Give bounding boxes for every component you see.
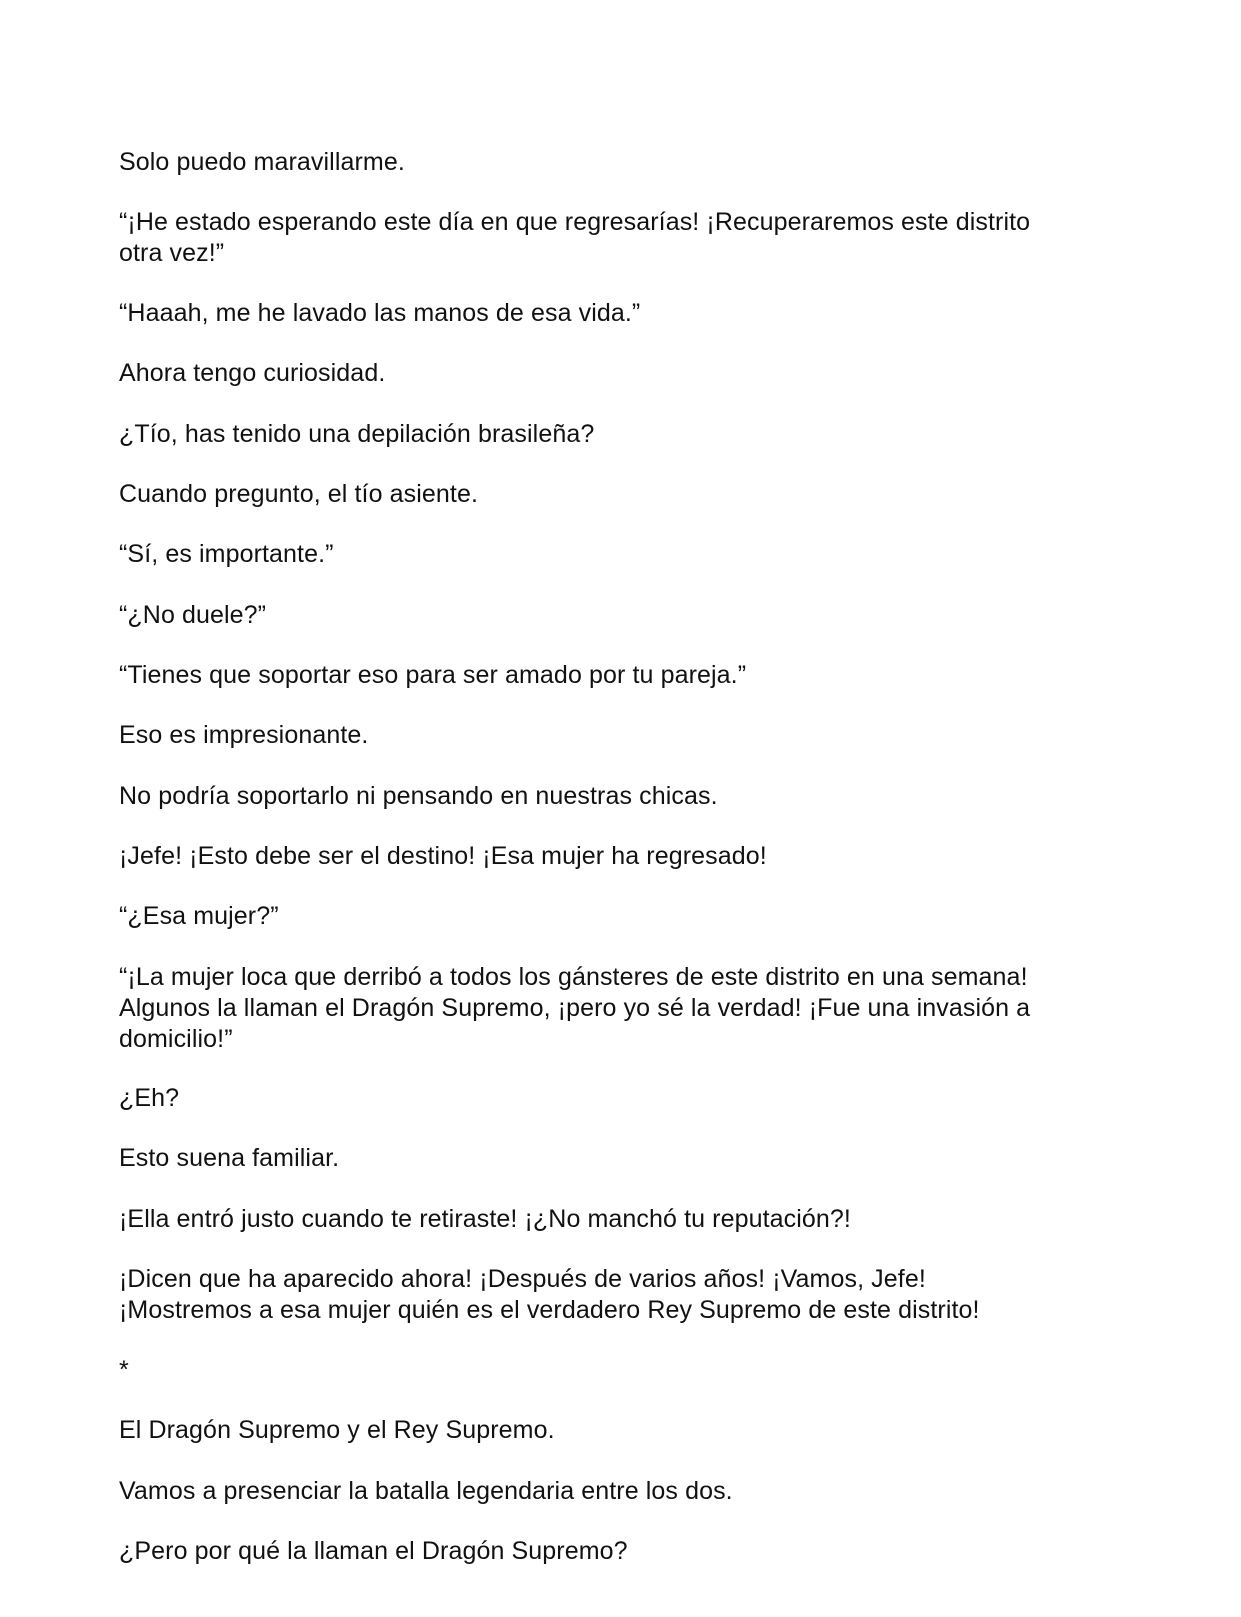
paragraph: ¡Dicen que ha aparecido ahora! ¡Después de varios años! ¡Vamos, Jefe! ¡Mostremos a esa mujer quién es el verdadero Rey Supremo de este distrito!: [119, 1265, 980, 1324]
section-separator: *: [119, 1356, 129, 1384]
paragraph: “Haaah, me he lavado las manos de esa vida.”: [119, 299, 641, 327]
paragraph: Ahora tengo curiosidad.: [119, 359, 386, 387]
paragraph: “¿No duele?”: [119, 601, 267, 629]
paragraph: Cuando pregunto, el tío asiente.: [119, 480, 479, 508]
paragraph: “¿Esa mujer?”: [119, 902, 279, 930]
paragraph: Eso es impresionante.: [119, 721, 369, 749]
paragraph: “Tienes que soportar eso para ser amado por tu pareja.”: [119, 661, 747, 689]
paragraph: “Sí, es importante.”: [119, 540, 334, 568]
paragraph: ¡Ella entró justo cuando te retiraste! ¡¿No manchó tu reputación?!: [119, 1205, 851, 1233]
paragraph: Solo puedo maravillarme.: [119, 148, 405, 176]
paragraph: No podría soportarlo ni pensando en nuestras chicas.: [119, 782, 718, 810]
paragraph: “¡La mujer loca que derribó a todos los gánsteres de este distrito en una semana! Algunos la llaman el Dragón Supremo, ¡pero yo sé la verdad! ¡Fue una invasión a domicilio!”: [119, 963, 1031, 1053]
paragraph: Vamos a presenciar la batalla legendaria entre los dos.: [119, 1477, 733, 1505]
paragraph: ¿Eh?: [119, 1084, 180, 1112]
paragraph: Esto suena familiar.: [119, 1144, 340, 1172]
paragraph: ¿Tío, has tenido una depilación brasileña?: [119, 420, 595, 448]
paragraph: ¿Pero por qué la llaman el Dragón Supremo?: [119, 1537, 628, 1565]
paragraph: ¡Jefe! ¡Esto debe ser el destino! ¡Esa mujer ha regresado!: [119, 842, 767, 870]
paragraph: El Dragón Supremo y el Rey Supremo.: [119, 1416, 555, 1444]
paragraph: “¡He estado esperando este día en que regresarías! ¡Recuperaremos este distrito otra vez!”: [119, 208, 1031, 267]
